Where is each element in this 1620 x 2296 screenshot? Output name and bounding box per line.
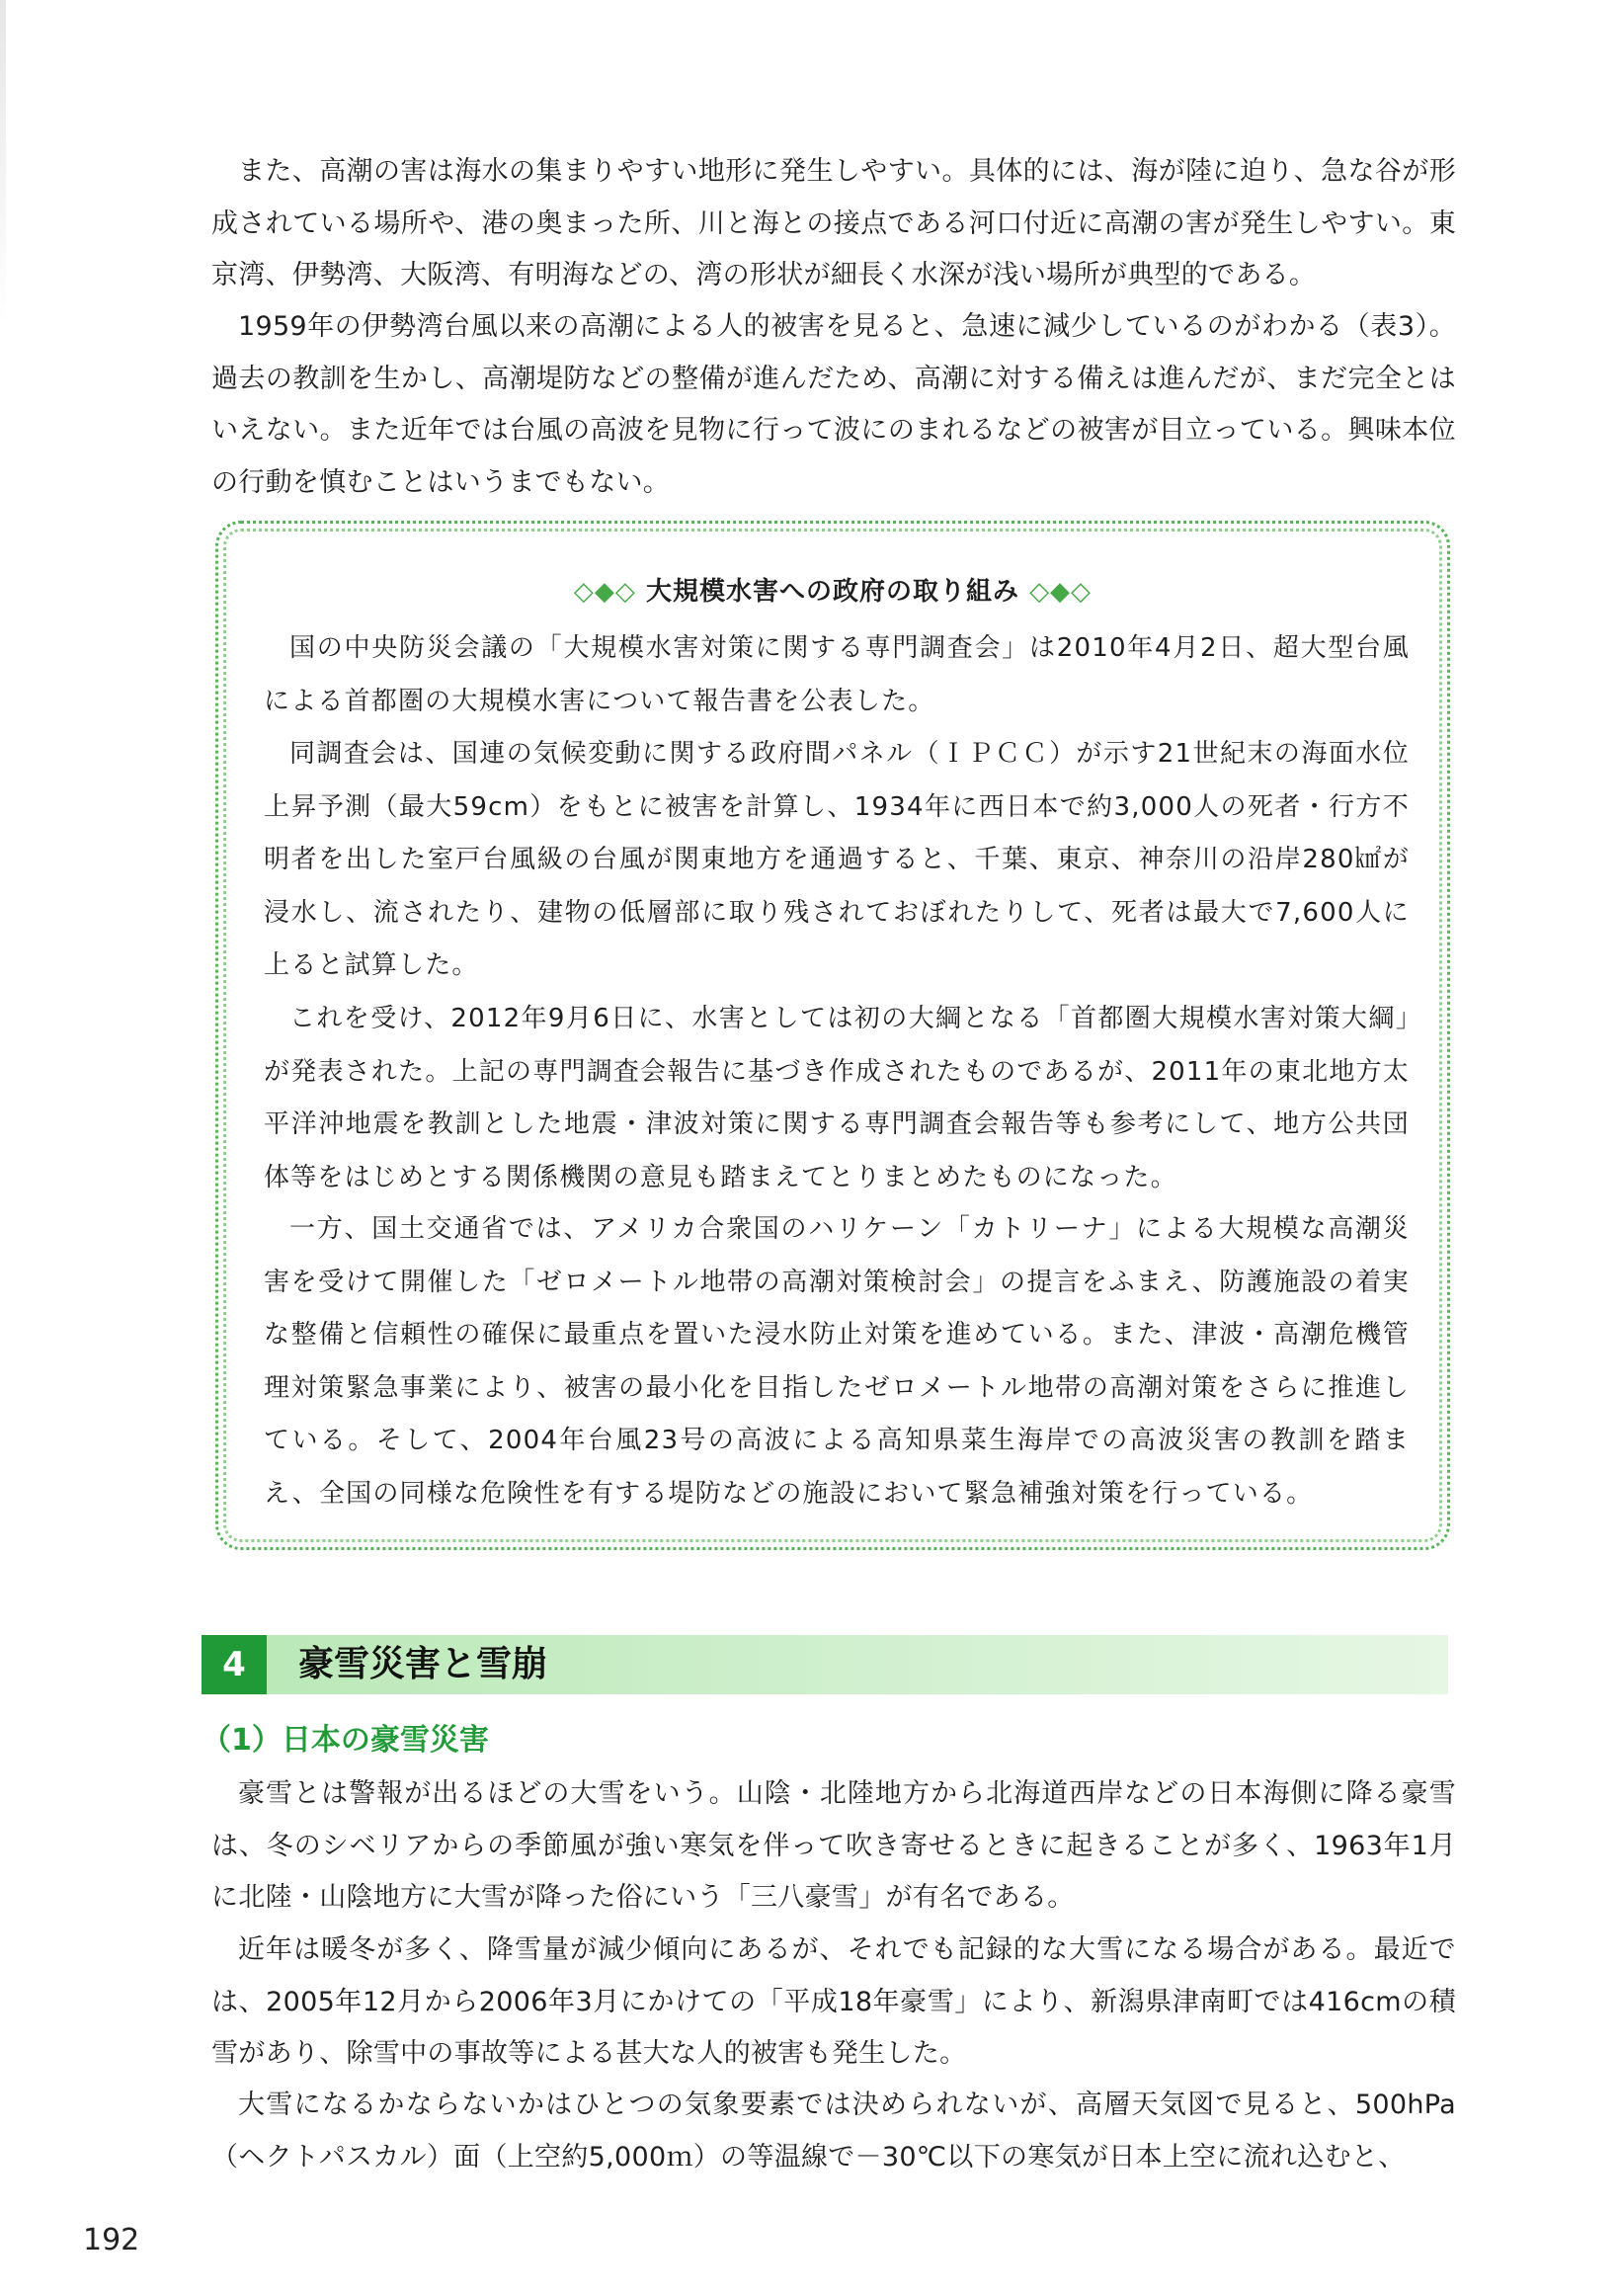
section-heading-bar <box>202 1635 1448 1694</box>
column-box <box>215 521 1450 1550</box>
column-paragraph-2: 同調査会は、国連の気候変動に関する政府間パネル（ＩＰＣＣ）が示す21世紀末の海面水位上昇予測（最大59cm）をもとに被害を計算し、1934年に西日本で約3,000人の死者・行方不明者を出した室戸台風級の台風が関東地方を通過すると、千葉、東京、神奈川の沿岸280㎢が浸水し、流されたり、建物の低層部に取り残されておぼれたりして、死者は最大で7,600人に上ると試算した。 <box>264 739 1410 980</box>
section-title: 豪雪災害と雪崩 <box>298 1644 548 1684</box>
diamond-decoration-left: ◇◆◇ <box>573 577 636 607</box>
main-paragraph-3: 大雪になるかならないかはひとつの気象要素では決められないが、高層天気図で見ると、500hPa（ヘクトパスカル）面（上空約5,000ｍ）の等温線で－30℃以下の寒気が日本上空に流れ込むと、 <box>211 2090 1456 2173</box>
main-paragraph-1: 豪雪とは警報が出るほどの大雪をいう。山陰・北陸地方から北海道西岸などの日本海側に降る豪雪は、冬のシベリアからの季節風が強い寒気を伴って吹き寄せるときに起きることが多く、1963年1月に北陸・山陰地方に大雪が降った俗にいう「三八豪雪」が有名である。 <box>211 1778 1456 1913</box>
subsection-title: （1）日本の豪雪災害 <box>202 1723 489 1758</box>
scan-edge-shadow <box>0 0 6 326</box>
intro-paragraph-1: また、高潮の害は海水の集まりやすい地形に発生しやすい。具体的には、海が陸に迫り、急な谷が形成されている場所や、港の奥まった所、川と海との接点である河口付近に高潮の害が発生しやすい。東京湾、伊勢湾、大阪湾、有明海などの、湾の形状が細長く水深が浅い場所が典型的である。 <box>211 156 1456 290</box>
diamond-decoration-right: ◇◆◇ <box>1029 577 1093 607</box>
column-box-title <box>218 571 1447 608</box>
section-number: 4 <box>202 1635 267 1694</box>
column-paragraph-4: 一方、国土交通省では、アメリカ合衆国のハリケーン「カトリーナ」による大規模な高潮災害を受けて開催した「ゼロメートル地帯の高潮対策検討会」の提言をふまえ、防護施設の着実な整備と信頼性の確保に最重点を置いた浸水防止対策を進めている。また、津波・高潮危機管理対策緊急事業により、被害の最小化を目指したゼロメートル地帯の高潮対策をさらに推進している。そして、2004年台風23号の高波による高知県菜生海岸での高波災害の教訓を踏まえ、全国の同様な危険性を有する堤防などの施設において緊急補強対策を行っている。 <box>264 1214 1410 1509</box>
intro-paragraph-2: 1959年の伊勢湾台風以来の高潮による人的被害を見ると、急速に減少しているのがわかる（表3）。過去の教訓を生かし、高潮堤防などの整備が進んだため、高潮に対する備えは進んだが、まだ完全とはいえない。また近年では台風の高波を見物に行って波にのまれるなどの被害が目立っている。興味本位の行動を慎むことはいうまでもない。 <box>211 311 1456 498</box>
page-number: 192 <box>83 2223 140 2257</box>
column-box-title-text: 大規模水害への政府の取り組み <box>645 577 1019 607</box>
column-paragraph-1: 国の中央防災会議の「大規模水害対策に関する専門調査会」は2010年4月2日、超大型台風による首都圏の大規模水害について報告書を公表した。 <box>264 633 1410 716</box>
column-paragraph-3: これを受け、2012年9月6日に、水害としては初の大綱となる「首都圏大規模水害対策大綱」が発表された。上記の専門調査会報告に基づき作成されたものであるが、2011年の東北地方太平洋沖地震を教訓とした地震・津波対策に関する専門調査会報告等も参考にして、地方公共団体等をはじめとする関係機関の意見も踏まえてとりまとめたものになった。 <box>264 1004 1410 1192</box>
main-paragraph-2: 近年は暖冬が多く、降雪量が減少傾向にあるが、それでも記録的な大雪になる場合がある。最近では、2005年12月から2006年3月にかけての「平成18年豪雪」により、新潟県津南町では416cmの積雪があり、除雪中の事故等による甚大な人的被害も発生した。 <box>211 1934 1456 2069</box>
